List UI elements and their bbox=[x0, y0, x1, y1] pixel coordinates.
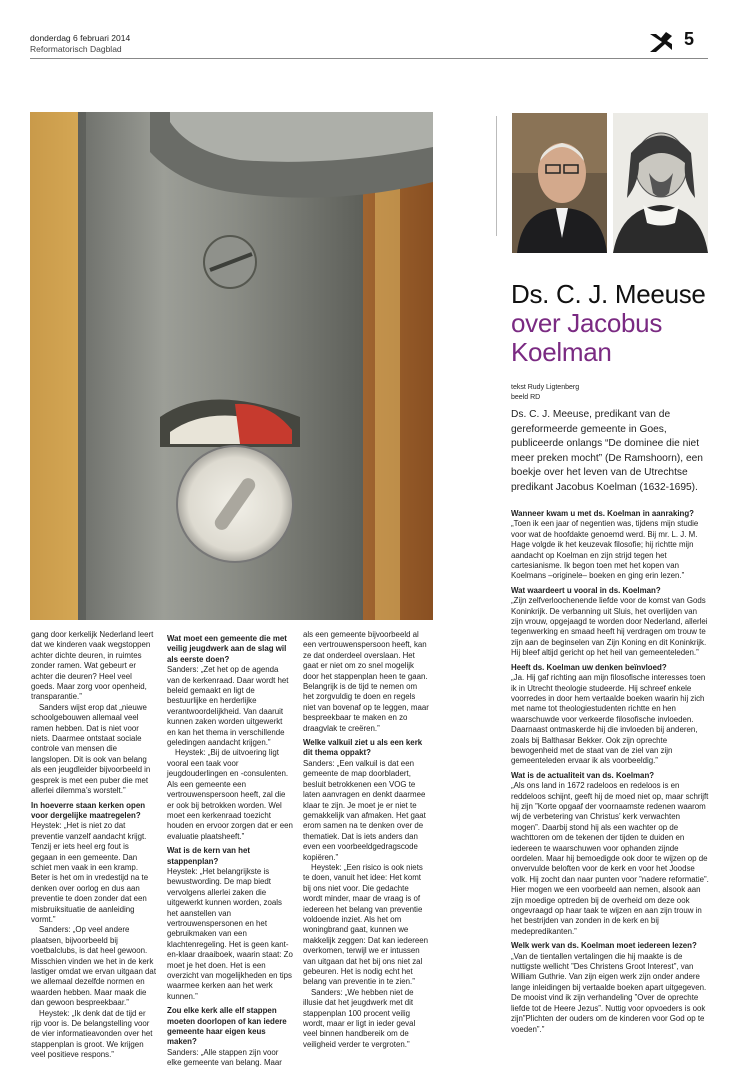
paragraph: „Van de tientallen vertalingen die hij maakte is de nuttigste wellicht ”Des Christens Groot Interest”, van William Guthrie. Van zijn eigen werk zijn onder andere lange inleidingen bij vertaalde boeken apart uitgegeven. De mooist vind ik zijn verhandeling ”Over de oprechte liefde tot de Heere Jezus”. Nuttig voor opvoeders is ook zijn”Plichten der ouders om de kinderen voor God op te voeden”.” bbox=[511, 951, 707, 1034]
question-heading: Welk werk van ds. Koelman moet iedereen lezen? bbox=[511, 941, 697, 951]
article-intro: Ds. C. J. Meeuse, predikant van de gereformeerde gemeente in Goes, publiceerde onlangs “De dominee die niet meer preken mocht” (De Ramshoorn), een boekje over het leven van de Utrechtse predikant Jacobus Koelman (1632-1695). bbox=[511, 409, 703, 493]
paragraph: Heystek: „Ik denk dat de tijd er rijp voor is. De belangstelling voor de vier informatieavonden over het stappenplan is groot. We krijgen veel positieve respons.” bbox=[31, 1008, 153, 1060]
paragraph: „Ja. Hij gaf richting aan mijn filosofische interesses toen ik in Utrecht theologie studeerde. Hij schreef enkele voorredes in door hem vertaalde boeken waarin hij zich met name tot theologiestudenten richtte en hen waarschuwde voor verkeerde filosofische invloeden. Daarnaast ontmaskerde hij die invloeden bij anderen, zoals bij Balthasar Bekker. Ook zijn oprechte bewogenheid met de staat van de ziel van zijn gemeenteleden ervaar ik als voorbeeldig.” bbox=[511, 673, 706, 766]
portrait-meeuse bbox=[512, 113, 607, 253]
photo-credit: beeld RD bbox=[511, 394, 541, 401]
question-heading: Wanneer kwam u met ds. Koelman in aanraking? bbox=[511, 509, 694, 518]
paragraph: gang door kerkelijk Nederland leert dat we kinderen vaak wegstoppen achter dichte deuren, in ruimtes zonder ramen. Wat gebeurt er achter die deuren? Heel veel goeds. Maar zorg voor openheid, transparantie.” bbox=[31, 630, 154, 702]
question-heading: Wat is de actualiteit van ds. Koelman? bbox=[511, 770, 655, 780]
column-divider bbox=[496, 116, 497, 236]
newspaper-name: Reformatorisch Dagblad bbox=[30, 44, 122, 54]
portrait-koelman bbox=[613, 113, 708, 253]
title-line-2: over Jacobus bbox=[511, 308, 663, 338]
question-heading: Zou elke kerk alle elf stappen moeten doorlopen of kan iedere gemeente haar eigen keus maken? bbox=[167, 1006, 287, 1047]
paragraph: Sanders: „Op veel andere plaatsen, bijvoorbeeld bij voetbalclubs, is dat heel gewoon. Misschien vinden we het in de kerk lastiger omdat we ervan uitgaan dat we allemaal dezelfde normen en waarden hebben. Maar maak die dan gewoon bespreekbaar.” bbox=[31, 925, 157, 1008]
page-number: 5 bbox=[684, 29, 695, 49]
author-credit: tekst Rudy Ligtenberg bbox=[511, 384, 580, 391]
issue-date: donderdag 6 februari 2014 bbox=[30, 33, 131, 43]
title-line-3: Koelman bbox=[511, 337, 612, 367]
paragraph: Heystek: „Het belangrijkste is bewustwording. De map biedt vervolgens allerlei zaken die uitgewerkt kunnen worden, zoals het aanstellen van vertrouwenspersonen en het gebruikmaken van een klachtenregeling. Het is geen kant-en-klaar draaiboek, waarin staat: Zo moet je het doen. Het is een overzicht van mogelijkheden en tips waarmee kerken aan het werk kunnen.” bbox=[167, 866, 293, 1001]
question-heading: Wat waardeert u vooral in ds. Koelman? bbox=[511, 585, 661, 595]
paragraph: „Zijn zelfverloochenende liefde voor de komst van Gods Koninkrijk. De verbanning uit Sluis, het overlijden van zijn vrouw, opgejaagd te worden door Nederland, allerlei tegenwerking en smaad heeft hij verdragen om trouw te zijn aan de beginselen van Zijn Koning en dit Koninkrijk. Hij bleef altijd gericht op het heil van gemeenteleden.” bbox=[511, 596, 708, 658]
rd-logo-icon bbox=[648, 30, 674, 54]
paragraph: Sanders: „We hebben niet de illusie dat het jeugdwerk met dit stappenplan 100 procent veilig wordt, maar er ligt in ieder geval veel binnen handbereik om de veiligheid verder te vergroten.” bbox=[303, 987, 416, 1049]
question-heading: In hoeverre staan kerken open voor dergelijke maatregelen? bbox=[31, 800, 146, 820]
paragraph: Sanders: „Alle stappen zijn voor elke gemeente van belang. Maar bbox=[167, 1047, 282, 1068]
paragraph: Heystek: „Bij de uitvoering ligt vooral een taak voor jeugdouderlingen en -consulenten. Als een gemeente een vertrouwenspersoon heeft, zal die er ook bij betrokken worden. Wel moet een kerkenraad toezicht houden en ervoor zorgen dat er een evaluatie plaatsheeft.” bbox=[167, 748, 293, 841]
article-title-name: Ds. C. J. Meeuse bbox=[511, 279, 706, 309]
interview-column bbox=[511, 505, 709, 1035]
header-divider bbox=[30, 58, 708, 59]
paragraph: Sanders: „Zet het op de agenda van de kerkenraad. Daar wordt het beleid gemaakt en ligt de bestuurlijke en herderlijke verantwoordelijkheid. Van daaruit kunnen zaken worden uitgewerkt en kan het thema in verschillende geledingen aandacht krijgen.” bbox=[167, 665, 289, 748]
question-heading: Welke valkuil ziet u als een kerk dit thema oppakt? bbox=[303, 738, 423, 758]
paragraph: „Toen ik een jaar of negentien was, tijdens mijn studie voor wat de hoofdakte genoemd werd. Bij mr. L. J. M. Hage volgde ik het keuzevak filosofie; hij richtte mijn aandacht op Koelman en zijn strijd tegen het cartesianisme. Ik begon toen met het kopen van Koelmans –originele– boeken en ging erin lezen.” bbox=[511, 519, 699, 581]
paragraph: Heystek: „Het is niet zo dat preventie vanzelf aandacht krijgt. Tenzij er iets heel erg fout is gegaan in een gemeente. Dan schiet men vaak in een kramp. Beter is het om in vredestijd na te denken over oorlog en dus aan preventie te doen zonder dat een misbruiksituatie de aanleiding vormt.” bbox=[31, 821, 149, 924]
text-column-1 bbox=[31, 630, 157, 1061]
paragraph: als een gemeente bijvoorbeeld al een vertrouwenspersoon heeft, kan ze dat onderdeel overslaan. Het gaat er niet om zo snel mogelijk door het stappenplan heen te gaan. Belangrijk is de tijd te nemen om het zorgvuldig te doen en regels niet van bovenaf op te leggen, maar bespreekbaar te maken en zo draagvlak te creëren.” bbox=[303, 630, 429, 733]
text-column-3 bbox=[303, 630, 429, 1050]
door-lock-photo bbox=[30, 112, 433, 620]
question-heading: Wat moet een gemeente die met veilig jeugdwerk aan de slag wil als eerste doen? bbox=[167, 634, 287, 664]
paragraph: Sanders: „Een valkuil is dat een gemeente de map doorbladert, besluit betrokkenen een VOG te laten aanvragen en denkt daarmee klaar te zijn. Je moet je er niet te gemakkelijk van afmaken. Het gaat erom samen na te denken over de thematiek. Dat is iets anders dan even een voorbeeldgedragscode kopiëren.” bbox=[303, 758, 426, 862]
text-column-2 bbox=[167, 630, 293, 1069]
question-heading: Wat is de kern van het stappenplan? bbox=[167, 846, 251, 866]
paragraph: Heystek: „Een risico is ook niets te doen, vanuit het idee: Het komt bij ons niet voor. Die gedachte wordt minder, maar de vraag is of iedereen het belang van preventie voldoende inziet. Als het om woningbrand gaat, kunnen we makkelijk zeggen: Dat kan iedereen overkomen, terwijl we er intussen van uitgaan dat het bij ons niet zal gebeuren. Het is nodig echt het belang van preventie in te zien.” bbox=[303, 862, 429, 987]
article-title-subject bbox=[511, 309, 711, 367]
question-heading: Heeft ds. Koelman uw denken beïnvloed? bbox=[511, 662, 667, 672]
paragraph: Sanders wijst erop dat „nieuwe schoolgebouwen allemaal veel ramen hebben. Dat is niet voor niets. Daarmee ontstaat sociale controle van mensen die langslopen. Dit is ook van belang als een jeugdleider bijvoorbeeld in gesprek is met een puber die met allerlei dilemma’s worstelt.” bbox=[31, 702, 151, 796]
paragraph: „Als ons land in 1672 radeloos en redeloos is en reddeloos schijnt, geeft hij de moed niet op, maar schrijft hij zijn ”Korte opgaaf der voornaamste redenen waarom wij de verbetering van Christus’ kerk verwachten mogen”. Daarbij stond hij als een wachter op de wachttoren om de tekenen der tijden te duiden en iedereen te waarschuwen voor ophanden zijnde oordelen. Maar hij bemoedigde ook door te wijzen op de onvervulde beloften voor de kerk en voor het Joodse volk. Hij zocht dan naar punten voor ”nadere reformatie”. Hier mogen we een voorbeeld aan nemen, alsook aan zijn moedige optreden bij de overheid om deze ook ongevraagd op haar taak te wijzen en aan zijn trouw in het bestrijden van zonden in de kerk en bij medepredikanten.” bbox=[511, 781, 709, 936]
